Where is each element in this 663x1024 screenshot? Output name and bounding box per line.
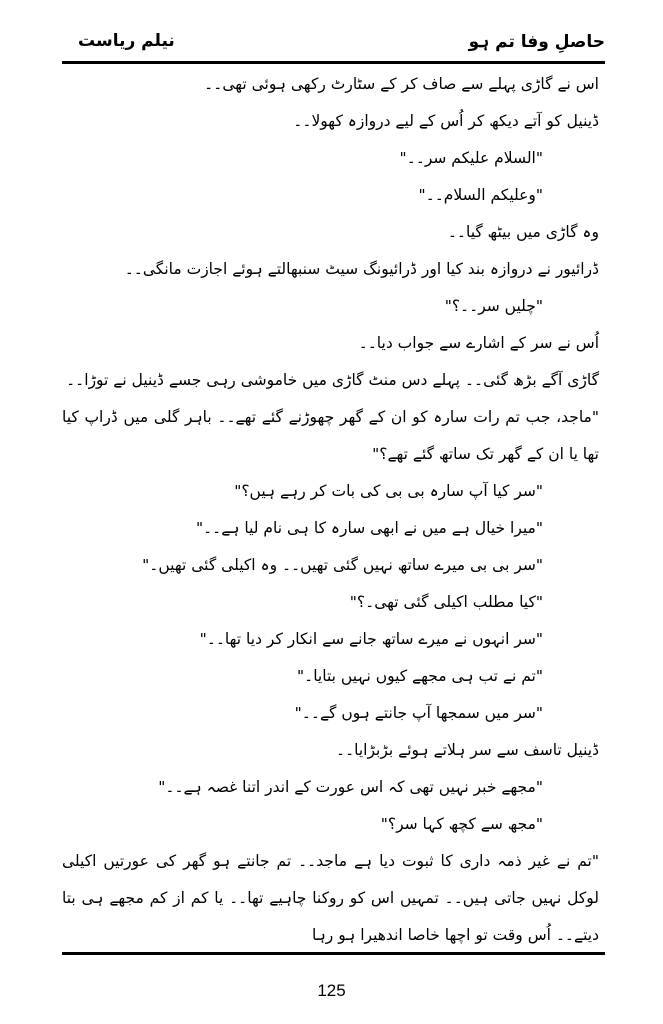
dialogue-line: "مجھ سے کچھ کہا سر؟" <box>380 815 543 833</box>
author-name: نیلم ریاست <box>78 31 175 51</box>
dialogue-line: "کیا مطلب اکیلی گئی تھی۔؟" <box>349 593 543 611</box>
dialogue-line: "سر کیا آپ سارہ بی بی کی بات کر رہے ہیں؟" <box>234 482 543 500</box>
narration-paragraph: گاڑی آگے بڑھ گئی۔۔ پہلے دس منٹ گاڑی میں خاموشی رہی جسے ڈینیل نے توڑا۔۔ <box>66 371 599 389</box>
dialogue-line: "مجھے خبر نہیں تھی کہ اس عورت کے اندر اتنا غصہ ہے۔۔" <box>158 778 543 796</box>
footer-rule <box>62 952 605 955</box>
dialogue-line: "میرا خیال ہے میں نے ابھی سارہ کا ہی نام لیا ہے۔۔" <box>195 519 543 537</box>
book-title: حاصلِ وفا تم ہو <box>468 31 605 52</box>
narration-paragraph: ڈینیل کو آتے دیکھ کر اُس کے لیے دروازہ کھولا۔۔ <box>293 112 599 130</box>
dialogue-line: "السلام علیکم سر۔۔" <box>399 149 543 167</box>
dialogue-line: "چلیں سر۔۔؟" <box>444 297 543 315</box>
header-rule <box>62 61 605 64</box>
narration-paragraph: اس نے گاڑی پہلے سے صاف کر کے سٹارٹ رکھی ہوئی تھی۔۔ <box>204 75 599 93</box>
narration-paragraph: ڈینیل تاسف سے سر ہلاتے ہوئے بڑبڑایا۔۔ <box>335 741 599 759</box>
narration-paragraph: "ماجد، جب تم رات سارہ کو ان کے گھر چھوڑنے گئے تھے۔۔ باہر گلی میں ڈراپ کیا تھا یا ان کے گھر تک ساتھ گئے تھے؟" <box>62 408 599 463</box>
narration-paragraph: اُس نے سر کے اشارے سے جواب دیا۔۔ <box>358 334 599 352</box>
dialogue-line: "سر میں سمجھا آپ جانتے ہوں گے۔۔" <box>294 704 543 722</box>
dialogue-line: "تم نے تب ہی مجھے کیوں نہیں بتایا۔" <box>297 667 543 685</box>
running-header <box>78 24 605 58</box>
narration-paragraph: وہ گاڑی میں بیٹھ گیا۔۔ <box>447 223 599 241</box>
dialogue-line: "سر بی بی میرے ساتھ نہیں گئی تھیں۔۔ وہ اکیلی گئی تھیں۔" <box>142 556 543 574</box>
dialogue-line: "وعلیکم السلام۔۔" <box>418 186 543 204</box>
narration-paragraph: ڈرائیور نے دروازہ بند کیا اور ڈرائیونگ سیٹ سنبھالتے ہوئے اجازت مانگی۔۔ <box>124 260 599 278</box>
narration-paragraph: "تم نے غیر ذمہ داری کا ثبوت دیا ہے ماجد۔۔ تم جانتے ہو گھر کی عورتیں اکیلی لوکل نہیں جاتی ہیں۔۔ تمہیں اس کو روکنا چاہیے تھا۔۔ یا کم از کم مجھے ہی بتا دیتے۔۔ اُس وقت تو اچھا خاصا اندھیرا ہو رہا <box>62 852 599 944</box>
page-body <box>62 66 605 942</box>
dialogue-line: "سر انہوں نے میرے ساتھ جانے سے انکار کر دیا تھا۔۔" <box>199 630 543 648</box>
page-number: 125 <box>317 981 346 1000</box>
